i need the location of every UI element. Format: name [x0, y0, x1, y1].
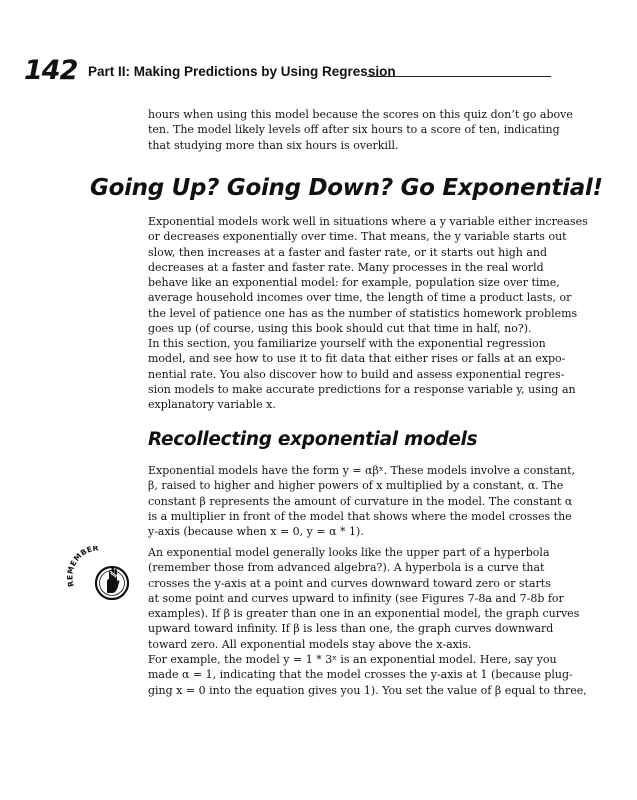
section-paragraph-2 — [148, 336, 576, 412]
remember-icon — [64, 546, 132, 606]
text-line: decreases at a faster and faster rate. Many processes in the real world — [148, 260, 544, 274]
text-line: that studying more than six hours is overkill. — [148, 138, 399, 152]
text-line: For example, the model y = 1 * 3ˣ is an exponential model. Here, say you — [148, 653, 557, 666]
text-line: β, raised to higher and higher powers of x multiplied by a constant, α. The — [148, 479, 564, 493]
text-line: slow, then increases at a faster and faster rate, or it starts out high and — [148, 245, 548, 259]
text-line: hours when using this model because the scores on this quiz don’t go above — [148, 108, 573, 121]
text-line: is a multiplier in front of the model that shows where the model crosses the — [148, 509, 572, 523]
header-rule — [367, 76, 551, 77]
text-line: y-axis (because when x = 0, y = α * 1). — [148, 525, 364, 539]
text-line: made α = 1, indicating that the model crosses the y-axis at 1 (because plug- — [148, 668, 573, 682]
running-header — [24, 55, 551, 87]
text-line: goes up (of course, using this book should cut that time in half, no?). — [148, 322, 532, 336]
text-line: Exponential models work well in situations where a y variable either increases — [148, 215, 588, 228]
text-line: model, and see how to use it to fit data that either rises or falls at an expo- — [148, 352, 566, 366]
example-paragraph — [148, 652, 587, 698]
text-line: An exponential model generally looks like the upper part of a hyperbola — [148, 546, 550, 559]
part-title: Part II: Making Predictions by Using Regression — [88, 64, 396, 79]
text-line: sion models to make accurate predictions for a response variable y, using an — [148, 382, 576, 396]
page-number: 142 — [24, 55, 78, 86]
text-line: toward zero. All exponential models stay above the x-axis. — [148, 637, 472, 651]
text-line: behave like an exponential model: for example, population size over time, — [148, 276, 560, 290]
subsection-paragraph-1 — [148, 463, 576, 539]
remember-paragraph — [148, 545, 580, 652]
text-line: constant β represents the amount of curvature in the model. The constant α — [148, 494, 573, 508]
text-line: ten. The model likely levels off after six hours to a score of ten, indicating — [148, 123, 560, 137]
remember-icon-label: REMEMBER — [65, 546, 100, 588]
text-line: the level of patience one has as the number of statistics homework problems — [148, 306, 578, 320]
intro-paragraph — [148, 107, 573, 153]
svg-text:REMEMBER — [65, 546, 99, 588]
text-line: (remember those from advanced algebra?). A hyperbola is a curve that — [148, 561, 545, 575]
section-heading: Going Up? Going Down? Go Exponential! — [90, 175, 603, 201]
subsection-heading: Recollecting exponential models — [148, 429, 478, 450]
text-line: nential rate. You also discover how to build and assess exponential regres- — [148, 367, 565, 381]
text-line: ging x = 0 into the equation gives you 1). You set the value of β equal to three, — [148, 683, 587, 697]
text-line: at some point and curves upward to infinity (see Figures 7-8a and 7-8b for — [148, 591, 564, 605]
text-line: or decreases exponentially over time. That means, the y variable starts out — [148, 230, 567, 244]
text-line: upward toward infinity. If β is less than one, the graph curves downward — [148, 622, 554, 636]
text-line: average household incomes over time, the length of time a product lasts, or — [148, 291, 572, 305]
text-line: crosses the y-axis at a point and curves downward toward zero or starts — [148, 576, 551, 590]
text-line: examples). If β is greater than one in an exponential model, the graph curves — [148, 607, 580, 621]
text-line: explanatory variable x. — [148, 398, 276, 412]
text-line: In this section, you familiarize yourself with the exponential regression — [148, 337, 546, 350]
section-paragraph-1 — [148, 214, 588, 336]
text-line: Exponential models have the form y = αβˣ. These models involve a constant, — [148, 464, 576, 477]
